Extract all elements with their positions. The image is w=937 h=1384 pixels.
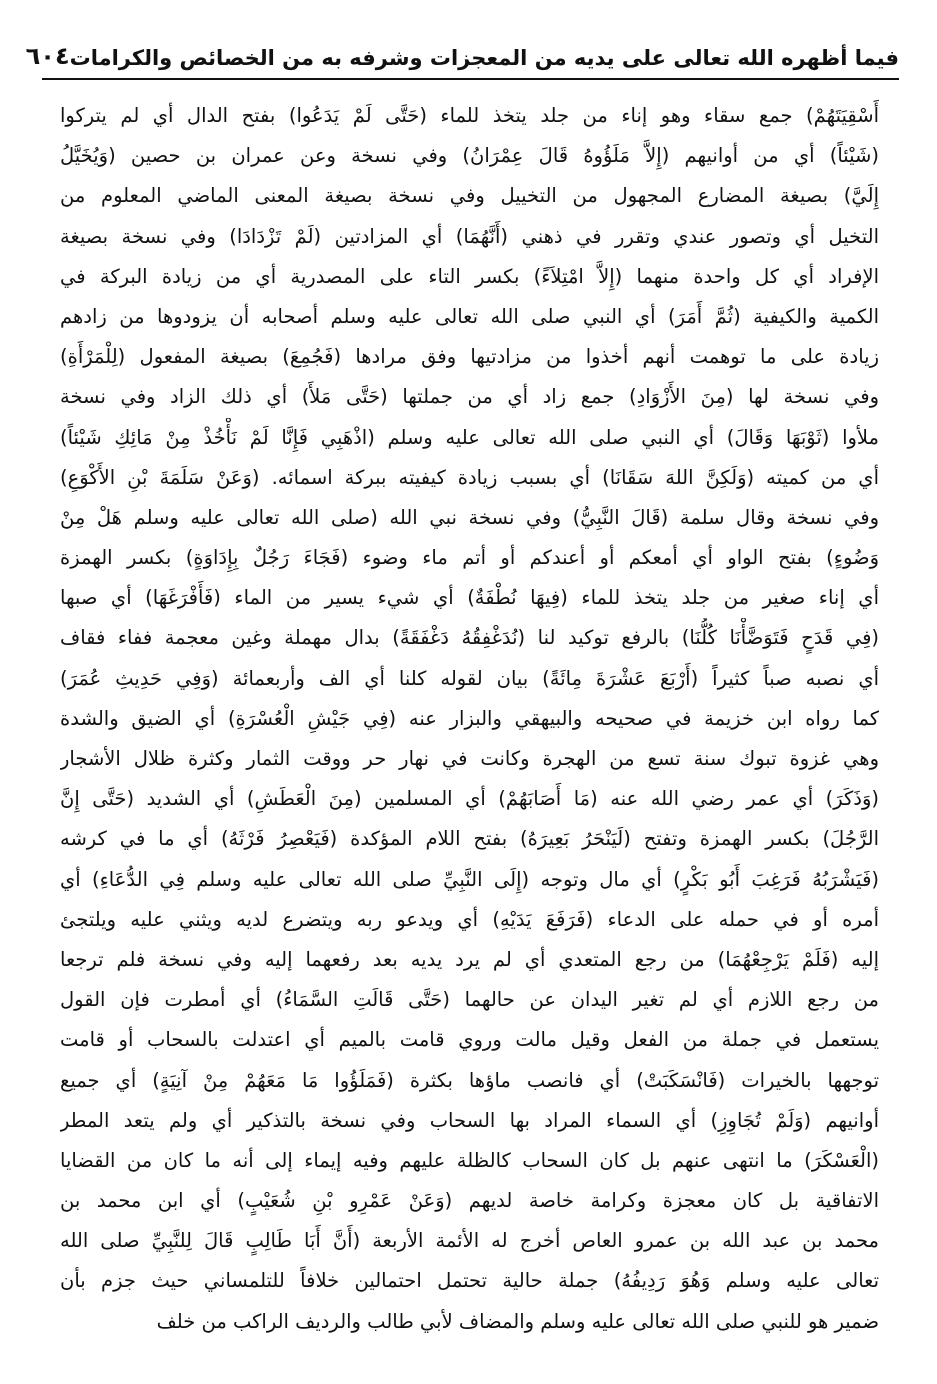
text-line: توجهها بالخيرات (فَانْسَكَبَتْ) أي فانصب ماؤها بكثرة (فَمَلَؤُوا مَا مَعَهُمْ مِنْ آنِيَةٍ) أي جميع <box>60 1068 879 1092</box>
text-line: (فِي قَدَحٍ فَتَوَضَّأْنَا كُلُّنَا) بالرفع توكيد لنا (نُدَغْفِقُهُ دَغْفَقَةً) بدال مهملة وغين معجمة ففاء فقاف <box>60 626 879 650</box>
text-line: أمره أو في حمله على الدعاء (فَرَفَعَ يَدَيْهِ) أي ويدعو ربه ويتضرع لديه ويثني عليه ويلتجئ <box>60 907 879 931</box>
text-line: الكمية والكيفية (ثُمَّ أَمَرَ) أي النبي صلى الله تعالى عليه وسلم أصحابه أن يزودوها من زادهم <box>60 304 879 328</box>
text-line: ضمير هو للنبي صلى الله تعالى عليه وسلم والمضاف لأبي طالب والرديف الراكب من خلف <box>156 1309 879 1333</box>
body-text <box>60 96 879 1364</box>
text-line: من رجع اللازم أي لم تغير اليدان عن حالهما (حَتَّى قَالَتِ السَّمَاءُ) أي أمطرت فإن القول <box>60 988 879 1012</box>
text-line: أوانيهم (وَلَمْ تُجَاوِزِ) أي السماء المراد بها السحاب وفي نسخة بالتذكير أي ولم يتعد المطر <box>60 1108 879 1132</box>
text-line: وهي غزوة تبوك سنة تسع من الهجرة وكانت في نهار حر ووقت الثمار وكثرة ظلال الأشجار <box>60 747 879 770</box>
text-line: (فَيَشْرَبُهُ فَرَغِبَ أَبُو بَكْرٍ) أي مال وتوجه (إِلَى النَّبِيِّ صلى الله تعالى عليه وسلم فِي الدُّعَاءِ) أي <box>60 867 879 891</box>
text-line: التخيل أي وتصور عندي وتقرر في ذهني (أَنَّهُمَا) أي المزادتين (لَمْ تَزْدَادَا) وفي نسخة بصيغة <box>60 224 879 248</box>
page-number: ٦٠٤ <box>25 42 70 70</box>
text-line: يستعمل في جملة من الفعل وقيل مالت وروي قامت بالميم أي اعتدلت بالسحاب أو قامت <box>60 1028 879 1052</box>
text-line: وفي نسخة وقال سلمة (قَالَ النَّبِيُّ) وفي نسخة نبي الله (صلى الله تعالى عليه وسلم هَلْ مِنْ <box>60 505 879 529</box>
text-line: تعالى عليه وسلم وَهُوَ رَدِيفُهُ) جملة حالية تحتمل احتمالين خلافاً للتلمساني حيث جزم بأن <box>60 1269 879 1293</box>
text-line: وَضُوءٍ) بفتح الواو أي أمعكم أو أعندكم أو أتم ماء وضوء (فَجَاءَ رَجُلٌ بِإِدَاوَةٍ) بكسر الهمزة <box>60 546 879 570</box>
text-line: محمد بن عبد الله بن عمرو العاص أخرج له الأئمة الأربعة (أَنَّ أَبَا طَالِبٍ قَالَ لِلنَّبِيِّ صلى الله <box>60 1229 879 1253</box>
text-line: (شَيْئاً) أي من أوانيهم (إِلاَّ مَلَؤُوهُ قَالَ عِمْرَانُ) وفي نسخة وعن عمران بن حصين (وَيُخَيَّلُ <box>60 144 879 168</box>
text-line: الاتفاقية بل كان معجزة وكرامة خاصة لديهم (وَعَنْ عَمْرِو بْنِ شُعَيْبٍ) أي ابن محمد بن <box>60 1189 879 1213</box>
text-line: وفي نسخة لها (مِنَ الأَزْوَادِ) جمع زاد أي من جملتها (حَتَّى مَلأَ) أي ذلك الزاد وفي نسخة <box>60 385 879 409</box>
text-line: (الْعَسْكَرَ) ما انتهى عنهم بل كان السحاب كالظلة عليهم وفيه إيماء إلى أنه ما كان من القضايا <box>60 1148 879 1172</box>
text-line: أي من كميته (وَلَكِنَّ اللهَ سَقَانَا) أي بسبب زيادة كيفيته ببركة اسمائه. (وَعَنْ سَلَمَةَ بْنِ الأَكْوَعِ) <box>60 465 879 489</box>
text-line: أي نصبه صباً كثيراً (أَرْبَعَ عَشْرَةَ مِائَةً) بيان لقوله كلنا أي الف وأربعمائة (وَفِي حَدِيثِ عُمَرَ) <box>60 666 879 690</box>
text-line: ملأوا (ثَوْبَهَا وَقَالَ) أي النبي صلى الله تعالى عليه وسلم (اذْهَبِي فَإِنَّا لَمْ نَأْخُذْ مِنْ مَائِكِ شَيْئاً) <box>60 425 879 449</box>
text-line: زيادة على ما توهمت أنهم أخذوا من مزادتيها وفق مرادها (فَجُمِعَ) بصيغة المفعول (لِلْمَرْأَةِ) <box>60 345 879 369</box>
text-line: إليه (فَلَمْ يَرْجِعْهُمَا) من رجع المتعدي أي لم يرد يديه بعد رفعهما إليه وفي نسخة فلم ترجعا <box>60 947 879 971</box>
running-header <box>25 28 899 80</box>
text-line: كما رواه ابن خزيمة في صحيحه والبيهقي والبزار عنه (فِي جَيْشِ الْعُسْرَةِ) أي الضيق والشدة <box>60 706 879 730</box>
text-line: أي إناء صغير من جلد يتخذ للماء (فِيهَا نُطْفَةٌ) أي شيء يسير من الماء (فَأَفْرَغَهَا) أي صبها <box>60 586 879 610</box>
text-line: (وَذَكَرَ) أي عمر رضي الله عنه (مَا أَصَابَهُمْ) أي المسلمين (مِنَ الْعَطَشِ) أي الشديد (حَتَّى إِنَّ <box>60 787 879 811</box>
running-header-title: فيما أظهره الله تعالى على يديه من المعجزات وشرفه به من الخصائص والكرامات <box>69 46 899 70</box>
text-line: الرَّجُلَ) بكسر الهمزة وتفتح (لَيَنْحَرُ بَعِيرَهُ) بفتح اللام المؤكدة (فَيَعْصِرُ فَرْثَهُ) أي ما في كرشه <box>60 827 879 851</box>
text-line: الإفراد أي كل واحدة منهما (إِلاَّ امْتِلاَءً) بكسر التاء على المصدرية أي من زيادة البركة في <box>60 264 879 288</box>
text-line: إِلَيَّ) بصيغة المضارع المجهول من التخييل وفي نسخة بصيغة المعنى الماضي المعلوم من <box>60 184 879 208</box>
text-line: أَسْقِيَتَهُمْ) جمع سقاء وهو إناء من جلد يتخذ للماء (حَتَّى لَمْ يَدَعُوا) بفتح الدال أي لم يتركوا <box>60 104 879 127</box>
